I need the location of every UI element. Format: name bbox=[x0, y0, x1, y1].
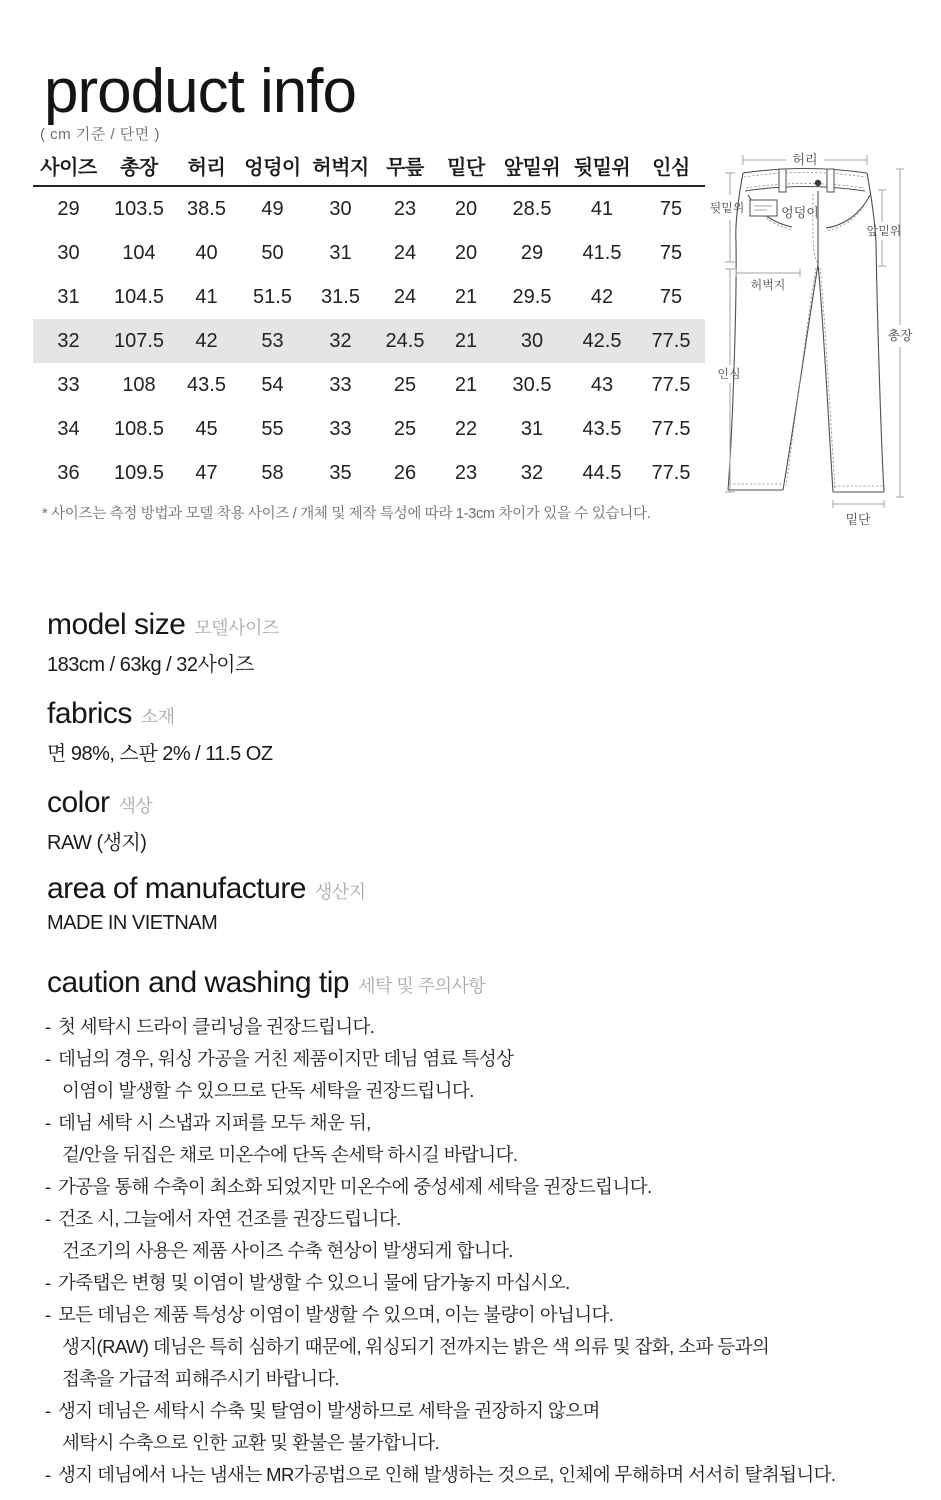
table-cell: 42 bbox=[195, 329, 218, 352]
table-cell: 29 bbox=[520, 241, 544, 264]
bullet: - bbox=[45, 1400, 51, 1421]
section-title-ko: 생산지 bbox=[315, 882, 366, 902]
table-cell: 77.5 bbox=[651, 373, 691, 396]
label-hem: 밑단 bbox=[845, 512, 871, 527]
table-cell: 36 bbox=[57, 461, 80, 484]
table-cell: 33 bbox=[329, 373, 352, 396]
caution-item-continued bbox=[45, 1363, 933, 1395]
caution-item bbox=[45, 1171, 933, 1203]
column-header: 밑단 bbox=[435, 145, 497, 186]
label-total-length: 총장 bbox=[887, 328, 913, 343]
table-cell: 25 bbox=[393, 373, 417, 396]
table-cell: 108 bbox=[122, 373, 156, 396]
bullet: - bbox=[45, 1464, 51, 1485]
table-row bbox=[33, 451, 705, 495]
caution-item-continued bbox=[45, 1075, 933, 1107]
caution-item-continued bbox=[45, 1139, 933, 1171]
table-cell: 31 bbox=[520, 417, 544, 440]
size-footnote: * 사이즈는 측정 방법과 모델 착용 사이즈 / 개체 및 제작 특성에 따라 1-3cm 차이가 있을 수 있습니다. bbox=[42, 506, 651, 522]
page-title: product info bbox=[44, 56, 356, 126]
table-cell: 54 bbox=[261, 373, 284, 396]
table-cell: 21 bbox=[454, 285, 478, 308]
color-value: RAW (생지) bbox=[47, 832, 147, 854]
table-cell: 42 bbox=[590, 285, 614, 308]
table-cell: 103.5 bbox=[113, 197, 165, 220]
caution-list bbox=[45, 1011, 933, 1491]
table-cell: 109.5 bbox=[113, 461, 165, 484]
table-cell: 20 bbox=[454, 197, 478, 220]
manufacture-value: MADE IN VIETNAM bbox=[47, 912, 218, 934]
table-cell: 38.5 bbox=[187, 197, 226, 220]
section-caution bbox=[47, 966, 485, 1000]
caution-item bbox=[45, 1299, 933, 1331]
table-cell: 41 bbox=[195, 285, 218, 308]
caution-item bbox=[45, 1395, 933, 1427]
caution-text: 가공을 통해 수축이 최소화 되었지만 미온수에 중성세제 세탁을 권장드립니다. bbox=[58, 1176, 652, 1197]
table-cell: 21 bbox=[454, 373, 478, 396]
table-cell: 30 bbox=[520, 329, 544, 352]
caution-text: 생지(RAW) 데님은 특히 심하기 때문에, 워싱되기 전까지는 밝은 색 의류 및 잡화, 소파 등과의 bbox=[62, 1336, 770, 1357]
table-cell: 108.5 bbox=[113, 417, 165, 440]
table-cell: 24 bbox=[393, 285, 417, 308]
section-title-en: model size bbox=[47, 608, 186, 641]
section-heading bbox=[47, 872, 366, 906]
caution-item-continued bbox=[45, 1427, 933, 1459]
caution-item-continued bbox=[45, 1235, 933, 1267]
bullet: - bbox=[45, 1112, 51, 1133]
table-row bbox=[33, 275, 705, 319]
table-row bbox=[33, 319, 705, 363]
label-inseam: 인심 bbox=[717, 367, 741, 381]
table-cell: 24 bbox=[393, 241, 417, 264]
table-cell: 30 bbox=[329, 197, 352, 220]
bullet: - bbox=[45, 1304, 51, 1325]
section-heading bbox=[47, 786, 152, 820]
model-size-value: 183cm / 63kg / 32사이즈 bbox=[47, 654, 254, 676]
label-hip: 엉덩이 bbox=[781, 205, 819, 220]
caution-text: 첫 세탁시 드라이 클리닝을 권장드립니다. bbox=[58, 1016, 375, 1037]
table-cell: 31 bbox=[329, 241, 352, 264]
table-cell: 23 bbox=[393, 197, 417, 220]
label-back-rise: 뒷밑위 bbox=[709, 201, 745, 215]
section-heading bbox=[47, 608, 279, 642]
caution-text: 건조 시, 그늘에서 자연 건조를 권장드립니다. bbox=[58, 1208, 401, 1229]
table-cell: 43.5 bbox=[187, 373, 226, 396]
column-header: 허리 bbox=[174, 145, 239, 186]
section-fabrics bbox=[47, 697, 273, 766]
caution-text: 접촉을 가급적 피해주시기 바랍니다. bbox=[62, 1368, 340, 1389]
table-cell: 42.5 bbox=[582, 329, 622, 352]
bullet: - bbox=[45, 1048, 51, 1069]
table-cell: 75 bbox=[659, 241, 683, 264]
table-cell: 31 bbox=[57, 285, 80, 308]
caution-item bbox=[45, 1043, 933, 1075]
table-cell: 34 bbox=[57, 417, 80, 440]
column-header: 엉덩이 bbox=[239, 145, 306, 186]
section-title-en: fabrics bbox=[47, 697, 132, 730]
table-cell: 104.5 bbox=[113, 285, 165, 308]
caution-item bbox=[45, 1459, 933, 1491]
caution-text: 데님 세탁 시 스냅과 지퍼를 모두 채운 뒤, bbox=[58, 1112, 371, 1133]
table-cell: 26 bbox=[393, 461, 417, 484]
column-header: 뒷밑위 bbox=[567, 145, 637, 186]
table-cell: 32 bbox=[520, 461, 544, 484]
section-title-en: caution and washing tip bbox=[47, 966, 350, 999]
caution-item bbox=[45, 1267, 933, 1299]
bullet: - bbox=[45, 1176, 51, 1197]
table-cell: 22 bbox=[454, 417, 478, 440]
size-table-body bbox=[33, 186, 705, 495]
section-title-ko: 모델사이즈 bbox=[194, 618, 279, 638]
column-header: 허벅지 bbox=[306, 145, 375, 186]
unit-note: ( cm 기준 / 단면 ) bbox=[40, 126, 160, 143]
caution-item-continued bbox=[45, 1331, 933, 1363]
table-cell: 77.5 bbox=[651, 417, 691, 440]
caution-text: 모든 데님은 제품 특성상 이염이 발생할 수 있으며, 이는 불량이 아닙니다. bbox=[58, 1304, 614, 1325]
section-title-en: color bbox=[47, 786, 110, 819]
section-title-ko: 세탁 및 주의사항 bbox=[358, 976, 486, 996]
table-cell: 107.5 bbox=[113, 329, 165, 352]
table-cell: 77.5 bbox=[651, 461, 691, 484]
table-cell: 30.5 bbox=[512, 373, 552, 396]
caution-text: 겉/안을 뒤집은 채로 미온수에 단독 손세탁 하시길 바랍니다. bbox=[62, 1144, 518, 1165]
caution-item bbox=[45, 1107, 933, 1139]
table-cell: 44.5 bbox=[582, 461, 622, 484]
bullet: - bbox=[45, 1272, 51, 1293]
belt-loops bbox=[779, 169, 834, 192]
section-model-size bbox=[47, 608, 279, 677]
size-table-header-row bbox=[33, 145, 705, 186]
column-header: 무릎 bbox=[375, 145, 435, 186]
bullet: - bbox=[45, 1016, 51, 1037]
caution-text: 세탁시 수축으로 인한 교환 및 환불은 불가합니다. bbox=[62, 1432, 440, 1453]
leather-patch bbox=[750, 200, 777, 216]
table-row bbox=[33, 407, 705, 451]
table-cell: 32 bbox=[329, 329, 352, 352]
caution-text: 가죽탭은 변형 및 이염이 발생할 수 있으니 물에 담가놓지 마십시오. bbox=[58, 1272, 570, 1293]
column-header: 사이즈 bbox=[33, 145, 104, 186]
table-cell: 41 bbox=[590, 197, 614, 220]
section-title-ko: 색상 bbox=[118, 796, 153, 816]
table-cell: 47 bbox=[195, 461, 218, 484]
section-title-ko: 소재 bbox=[140, 707, 175, 727]
table-cell: 40 bbox=[195, 241, 218, 264]
table-cell: 51.5 bbox=[253, 285, 292, 308]
label-front-rise: 앞밑위 bbox=[866, 224, 902, 238]
table-cell: 29.5 bbox=[512, 285, 552, 308]
table-row bbox=[33, 186, 705, 231]
column-header: 인심 bbox=[637, 145, 705, 186]
table-row bbox=[33, 363, 705, 407]
table-cell: 43.5 bbox=[582, 417, 622, 440]
section-manufacture bbox=[47, 872, 366, 935]
caution-text: 건조기의 사용은 제품 사이즈 수축 현상이 발생되게 합니다. bbox=[62, 1240, 513, 1261]
column-header: 총장 bbox=[104, 145, 174, 186]
table-cell: 75 bbox=[659, 197, 683, 220]
table-cell: 25 bbox=[393, 417, 417, 440]
table-cell: 43 bbox=[590, 373, 614, 396]
section-heading bbox=[47, 966, 485, 1000]
size-table bbox=[33, 145, 705, 495]
table-cell: 29 bbox=[57, 197, 80, 220]
table-cell: 20 bbox=[454, 241, 478, 264]
table-cell: 45 bbox=[195, 417, 218, 440]
fabrics-value: 면 98%, 스판 2% / 11.5 OZ bbox=[47, 743, 273, 765]
bullet: - bbox=[45, 1208, 51, 1229]
table-row bbox=[33, 231, 705, 275]
table-cell: 30 bbox=[57, 241, 80, 264]
section-color bbox=[47, 786, 152, 855]
button bbox=[815, 180, 821, 186]
table-cell: 75 bbox=[659, 285, 683, 308]
table-cell: 104 bbox=[122, 241, 156, 264]
table-cell: 77.5 bbox=[651, 329, 691, 352]
label-thigh: 허벅지 bbox=[750, 278, 786, 292]
table-cell: 58 bbox=[261, 461, 284, 484]
table-cell: 28.5 bbox=[512, 197, 552, 220]
table-cell: 23 bbox=[454, 461, 478, 484]
label-waist: 허리 bbox=[792, 152, 818, 167]
table-cell: 32 bbox=[57, 329, 80, 352]
caution-text: 데님의 경우, 워싱 가공을 거친 제품이지만 데님 염료 특성상 bbox=[58, 1048, 514, 1069]
table-cell: 24.5 bbox=[385, 329, 425, 352]
table-cell: 35 bbox=[329, 461, 352, 484]
table-cell: 33 bbox=[57, 373, 80, 396]
table-cell: 33 bbox=[329, 417, 352, 440]
table-cell: 49 bbox=[261, 197, 284, 220]
caution-text: 이염이 발생할 수 있으므로 단독 세탁을 권장드립니다. bbox=[62, 1080, 474, 1101]
column-header: 앞밑위 bbox=[497, 145, 567, 186]
caution-item bbox=[45, 1203, 933, 1235]
table-cell: 41.5 bbox=[582, 241, 622, 264]
table-cell: 53 bbox=[261, 329, 284, 352]
pants-diagram bbox=[700, 140, 941, 540]
table-cell: 55 bbox=[261, 417, 284, 440]
section-heading bbox=[47, 697, 273, 731]
caution-text: 생지 데님에서 나는 냄새는 MR가공법으로 인해 발생하는 것으로, 인체에 무해하며 서서히 탈취됩니다. bbox=[58, 1464, 836, 1485]
section-title-en: area of manufacture bbox=[47, 872, 306, 905]
caution-item bbox=[45, 1011, 933, 1043]
table-cell: 31.5 bbox=[321, 285, 360, 308]
table-cell: 50 bbox=[261, 241, 284, 264]
caution-text: 생지 데님은 세탁시 수축 및 탈염이 발생하므로 세탁을 권장하지 않으며 bbox=[58, 1400, 600, 1421]
table-cell: 21 bbox=[454, 329, 478, 352]
